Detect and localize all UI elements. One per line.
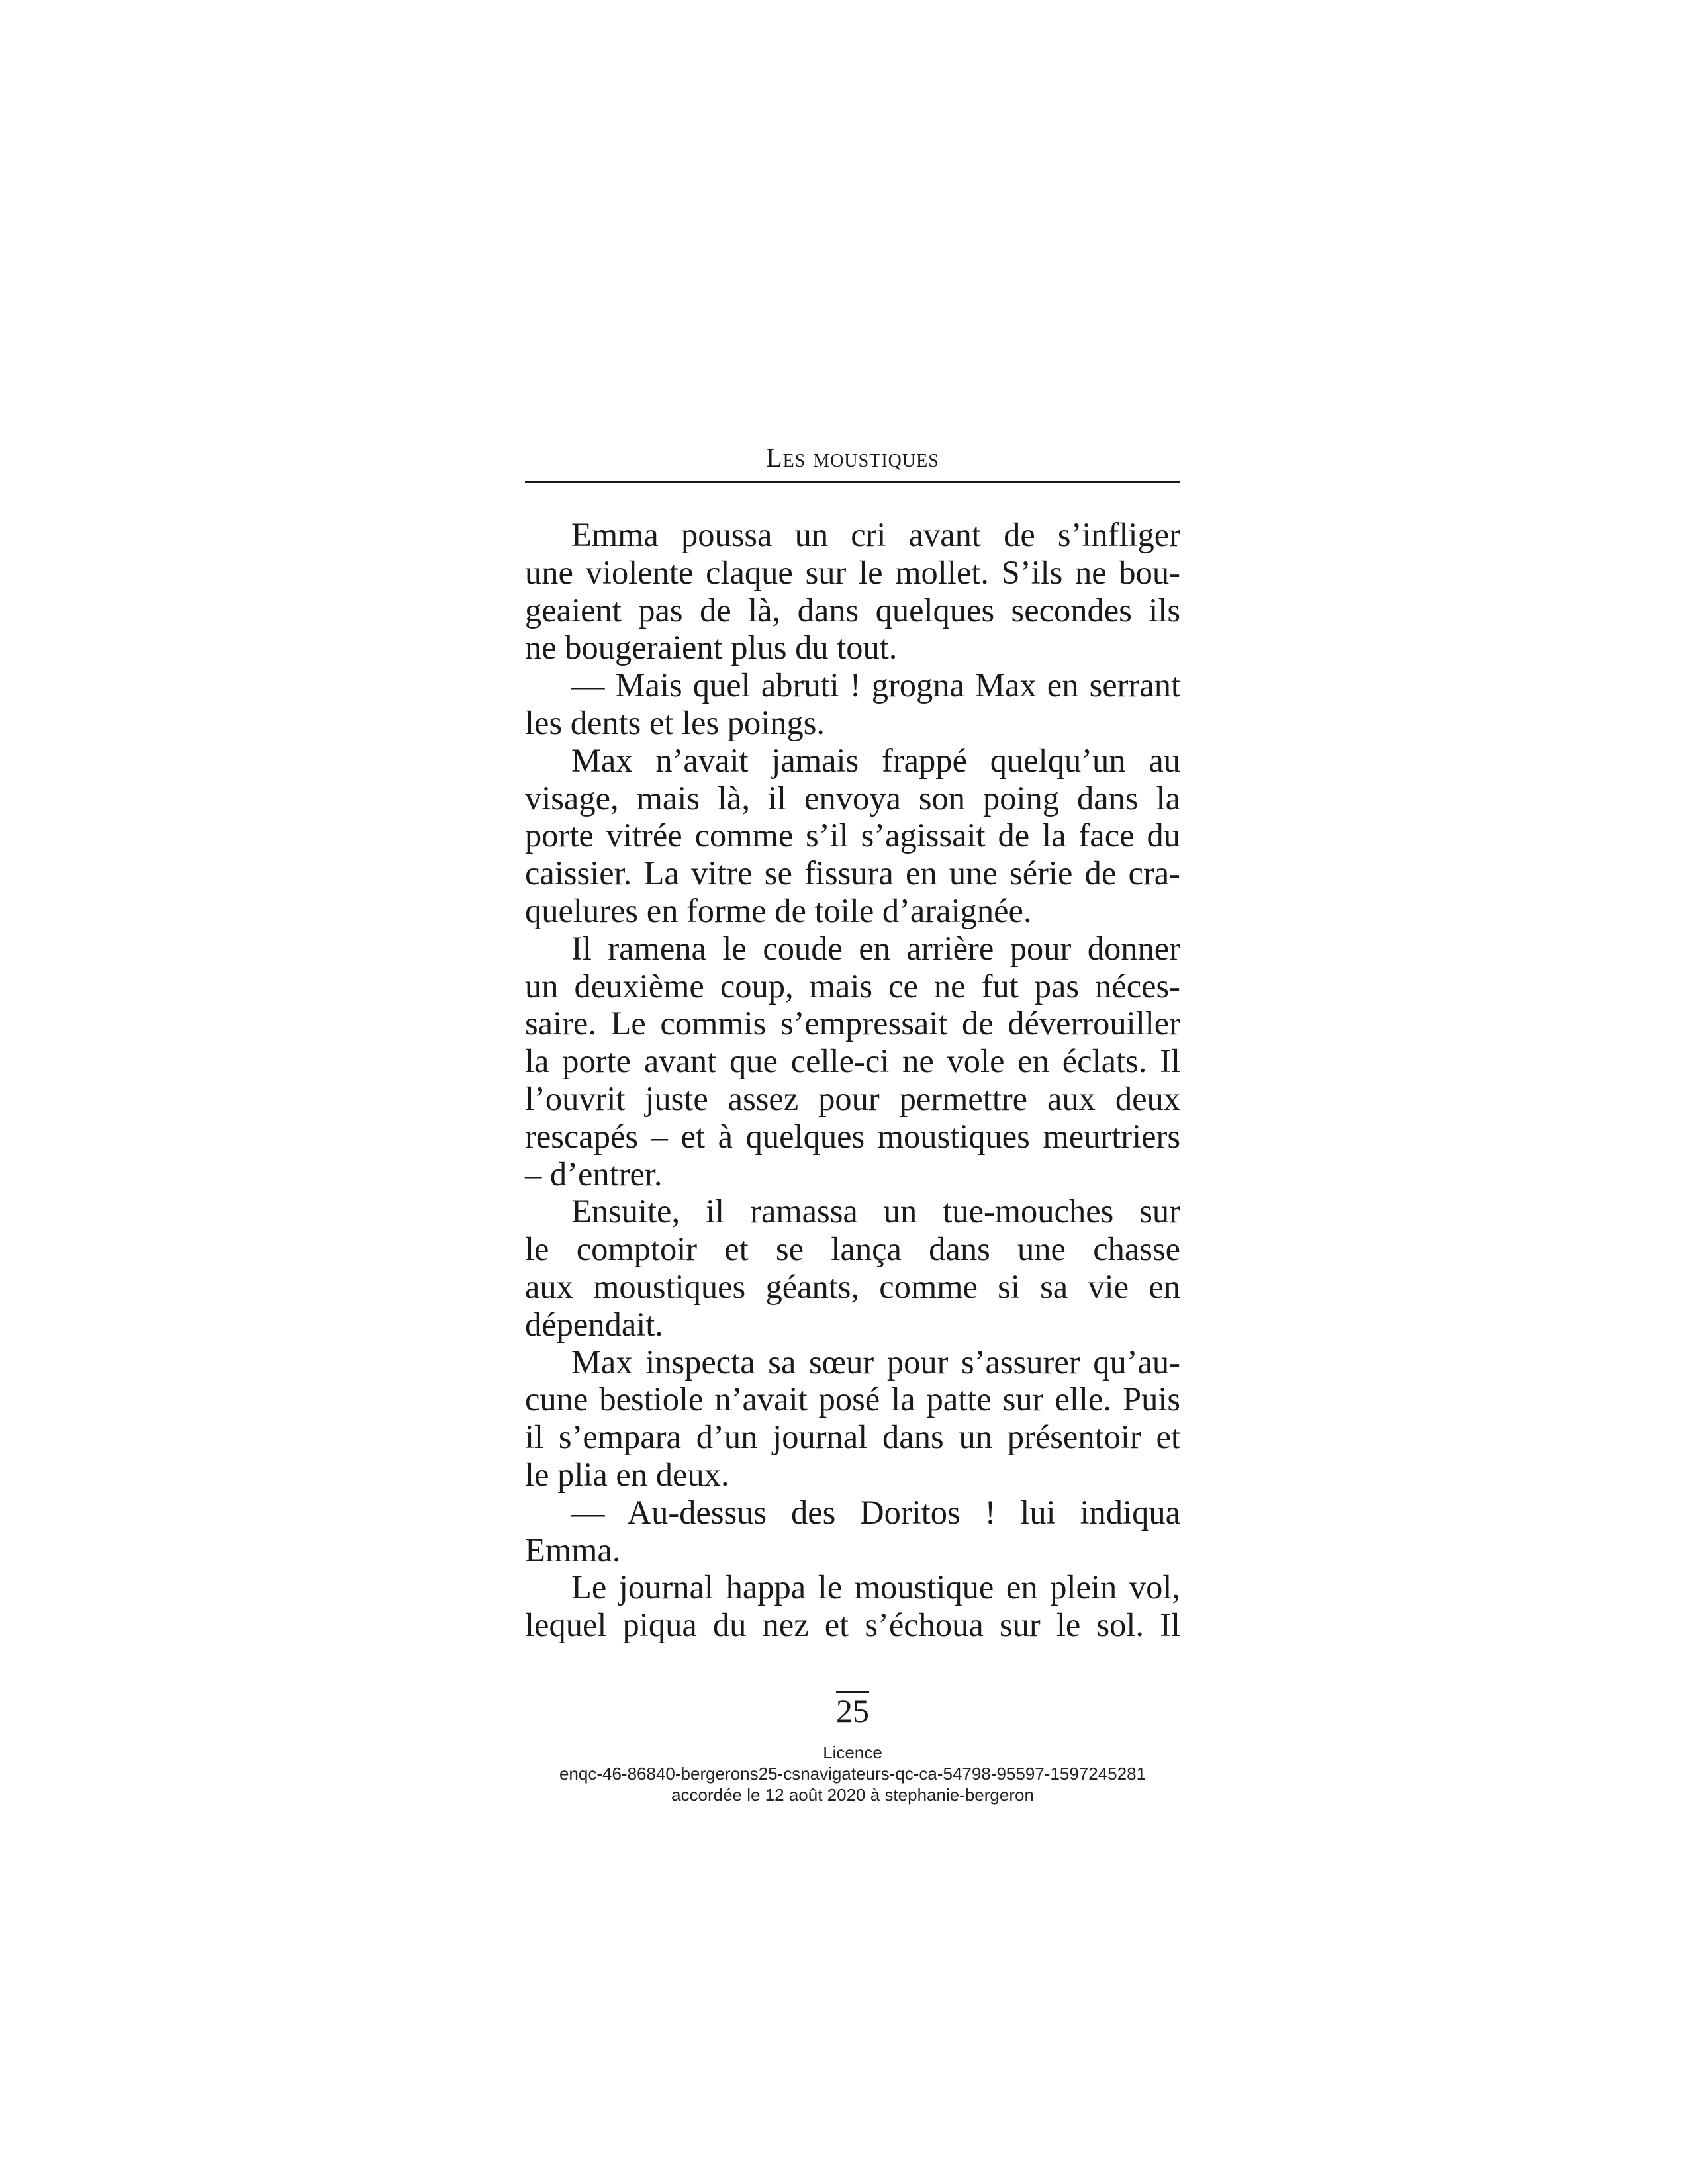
text-line: — Au-dessus des Doritos ! lui indiqua [571,1493,1180,1531]
text-line: ne bougeraient plus du tout. [525,629,898,666]
text-line: Emma poussa un cri avant de s’infliger [571,516,1180,553]
text-line: la porte avant que celle-ci ne vole en éclats. Il [525,1042,1180,1080]
text-line: Emma. [525,1531,621,1569]
license-notice [463,1742,1242,1805]
text-line: porte vitrée comme s’il s’agissait de la face du [525,817,1180,854]
text-line: aux moustiques géants, comme si sa vie en [525,1267,1180,1305]
text-line: il s’empara d’un journal dans un présentoir et [525,1418,1180,1456]
text-line: caissier. La vitre se fissura en une série de cra- [525,854,1180,892]
running-title-rest: es moustiques [782,443,939,473]
page-number-text: 25 [836,1692,869,1729]
text-line: rescapés – et à quelques moustiques meurtriers [525,1117,1180,1155]
text-line: Max n’avait jamais frappé quelqu’un au [571,741,1180,779]
license-line: Licence [823,1743,882,1762]
text-line: Max inspecta sa sœur pour s’assurer qu’au- [571,1343,1180,1381]
body-text [525,516,1180,1644]
text-line: visage, mais là, il envoya son poing dans la [525,779,1180,817]
running-title [525,442,1180,473]
header-rule [525,481,1180,483]
text-line: les dents et les poings. [525,704,825,741]
page-number [525,1691,1180,1730]
text-line: geaient pas de là, dans quelques secondes ils [525,591,1180,629]
text-line: — Mais quel abruti ! grogna Max en serrant [571,666,1180,704]
text-line: Le journal happa le moustique en plein vol, [571,1569,1180,1606]
text-line: le comptoir et se lança dans une chasse [525,1230,1180,1268]
text-line: saire. Le commis s’empressait de déverrouiller [525,1005,1180,1042]
text-line: Il ramena le coude en arrière pour donner [571,929,1180,967]
text-line: dépendait. [525,1305,663,1343]
running-title-initial: L [766,443,783,473]
text-line: quelures en forme de toile d’araignée. [525,891,1032,929]
license-line: enqc-46-86840-bergerons25-csnavigateurs-qc-ca-54798-95597-1597245281 [559,1764,1147,1784]
text-line: cune bestiole n’avait posé la patte sur elle. Puis [525,1381,1180,1418]
license-line: accordée le 12 août 2020 à stephanie-bergeron [671,1785,1034,1805]
text-line: une violente claque sur le mollet. S’ils ne bou- [525,553,1180,591]
text-line: Ensuite, il ramassa un tue-mouches sur [571,1193,1180,1230]
text-line: l’ouvrit juste assez pour permettre aux deux [525,1079,1180,1117]
text-line: le plia en deux. [525,1455,729,1493]
text-line: – d’entrer. [525,1155,663,1193]
text-line: un deuxième coup, mais ce ne fut pas néces- [525,967,1180,1005]
text-line: lequel piqua du nez et s’échoua sur le sol. Il [525,1606,1180,1644]
